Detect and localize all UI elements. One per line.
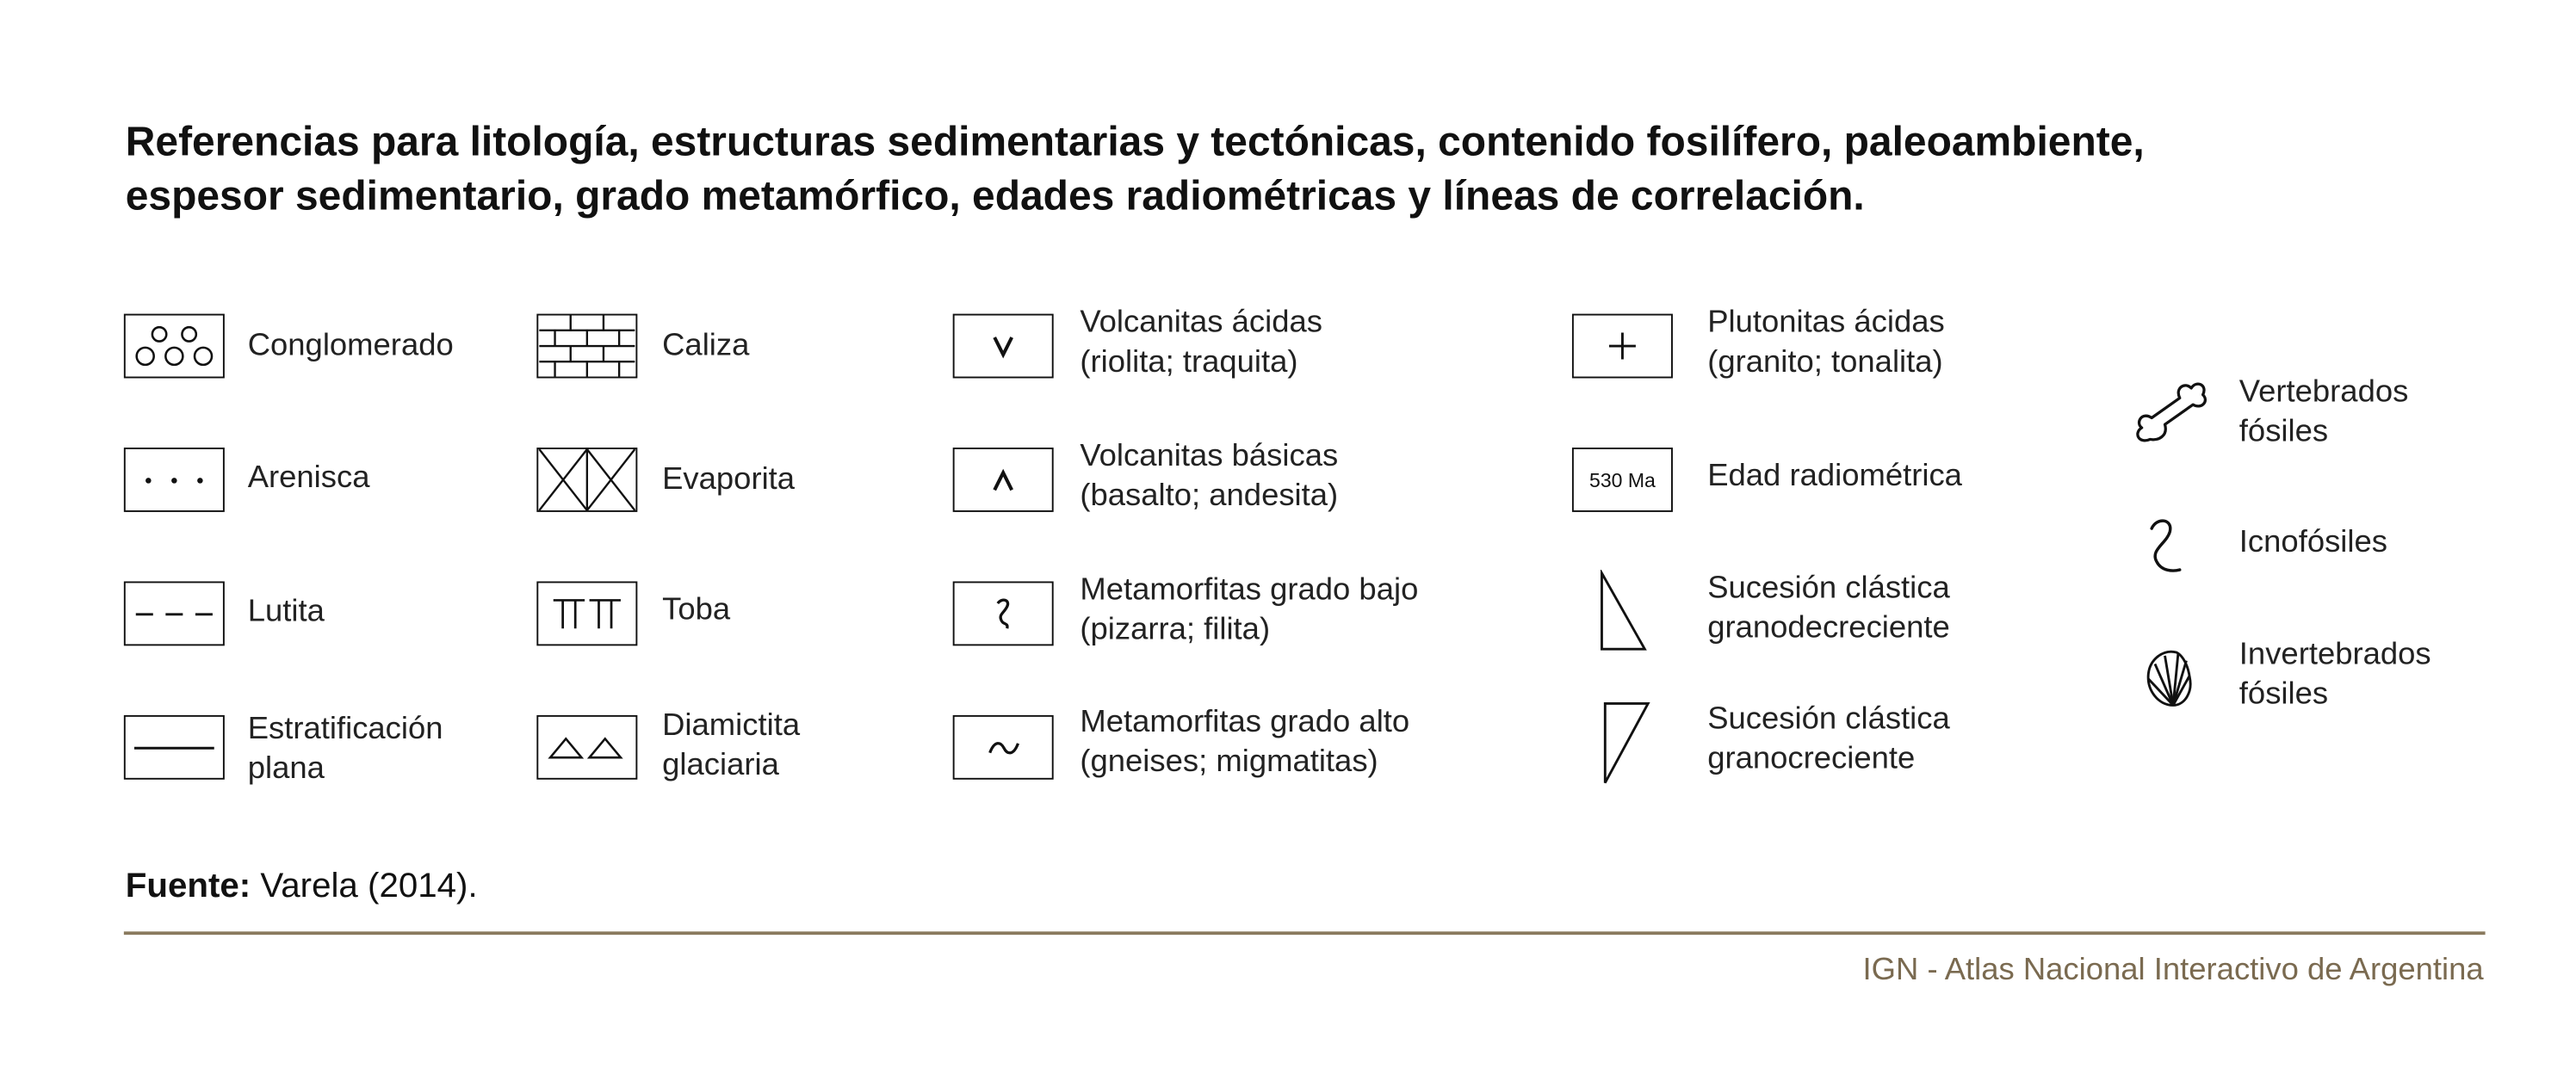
title-line-2: espesor sedimentario, grado metamórfico, edades radiométricas y líneas de correlación. [125,173,1865,220]
label-line-2: granocreciente [1707,741,1916,776]
label-line-1: Metamorfitas grado bajo [1080,572,1419,608]
label-line-2: (granito; tonalita) [1707,345,1943,380]
label-line-1: Volcanitas básicas [1080,439,1339,474]
sandstone-dots-icon [124,448,225,512]
legend-label [1080,304,1322,383]
evaporite-cross-icon [536,448,637,512]
label-line-1: Sucesión clástica [1707,701,1950,737]
legend-label: Evaporita [662,462,796,497]
label-line-1: Sucesión clástica [1707,571,1950,607]
label-line-2: (riolita; traquita) [1080,345,1298,380]
trace-fossil-icon [2130,512,2213,578]
label-line-2: (gneises; migmatitas) [1080,744,1378,780]
figure-title [126,115,2471,225]
label-line-1: Estratificación [247,712,443,747]
source-text: Varela (2014). [251,867,478,905]
label-line-2: (basalto; andesita) [1080,479,1339,514]
label-line-2: glaciaria [662,748,779,783]
legend-label [1707,701,1950,780]
label-line-2: fósiles [2239,676,2329,713]
legend-label: Conglomerado [247,328,454,364]
tilde-icon [953,715,1054,780]
age-symbol-text: 530 Ma [1589,468,1656,491]
legend-label: Arenisca [247,460,370,496]
label-line-1: Volcanitas ácidas [1080,306,1322,341]
label-line-2: plana [247,751,325,787]
legend-label [2239,636,2431,715]
legend-label: Lutita [247,594,325,630]
legend-label [662,707,800,786]
shell-icon [2130,639,2213,715]
legend-label: Icnofósiles [2239,525,2388,560]
diamictite-triangles-icon [536,715,637,780]
legend-label [1080,438,1338,517]
label-line-2: granodecreciente [1707,611,1950,646]
title-line-1: Referencias para litología, estructuras sedimentarias y tectónicas, contenido fosilífero, paleoambiente, [125,119,2145,165]
label-line-2: fósiles [2239,414,2329,449]
v-symbol-icon [953,314,1054,379]
radiometric-age-box [1572,448,1673,512]
limestone-brick-icon [536,314,637,379]
atlas-credit: IGN - Atlas Nacional Interactivo de Argentina [1862,953,2484,988]
legend-label: Toba [662,592,731,628]
legend-label [1707,570,1950,649]
fining-upward-triangle-icon [1572,570,1655,652]
low-grade-squiggle-icon [953,581,1054,645]
shale-dashes-icon [124,581,225,645]
caret-symbol-icon [953,448,1054,512]
legend-label: Caliza [662,328,750,364]
legend-label [1707,304,1945,383]
source-note [126,864,478,911]
label-line-1: Vertebrados [2239,374,2409,410]
tuff-pi-icon [536,581,637,645]
legend-label [1080,703,1409,782]
legend-label: Edad radiométrica [1707,459,1962,494]
footer-divider [124,931,2486,935]
plus-icon [1572,314,1673,379]
legend-label [248,710,443,789]
label-line-1: Invertebrados [2239,637,2431,673]
label-line-1: Diamictita [662,708,801,744]
legend-label [2239,374,2409,453]
legend-label [1080,571,1418,651]
bone-icon [2130,374,2213,449]
coarsening-upward-triangle-icon [1572,701,1655,787]
label-line-1: Metamorfitas grado alto [1080,705,1410,740]
label-line-2: (pizarra; filita) [1080,612,1271,648]
label-line-1: Plutonitas ácidas [1707,306,1945,341]
source-label: Fuente: [125,867,251,905]
conglomerate-pattern-icon [124,314,225,379]
plane-bedding-icon [124,715,225,780]
